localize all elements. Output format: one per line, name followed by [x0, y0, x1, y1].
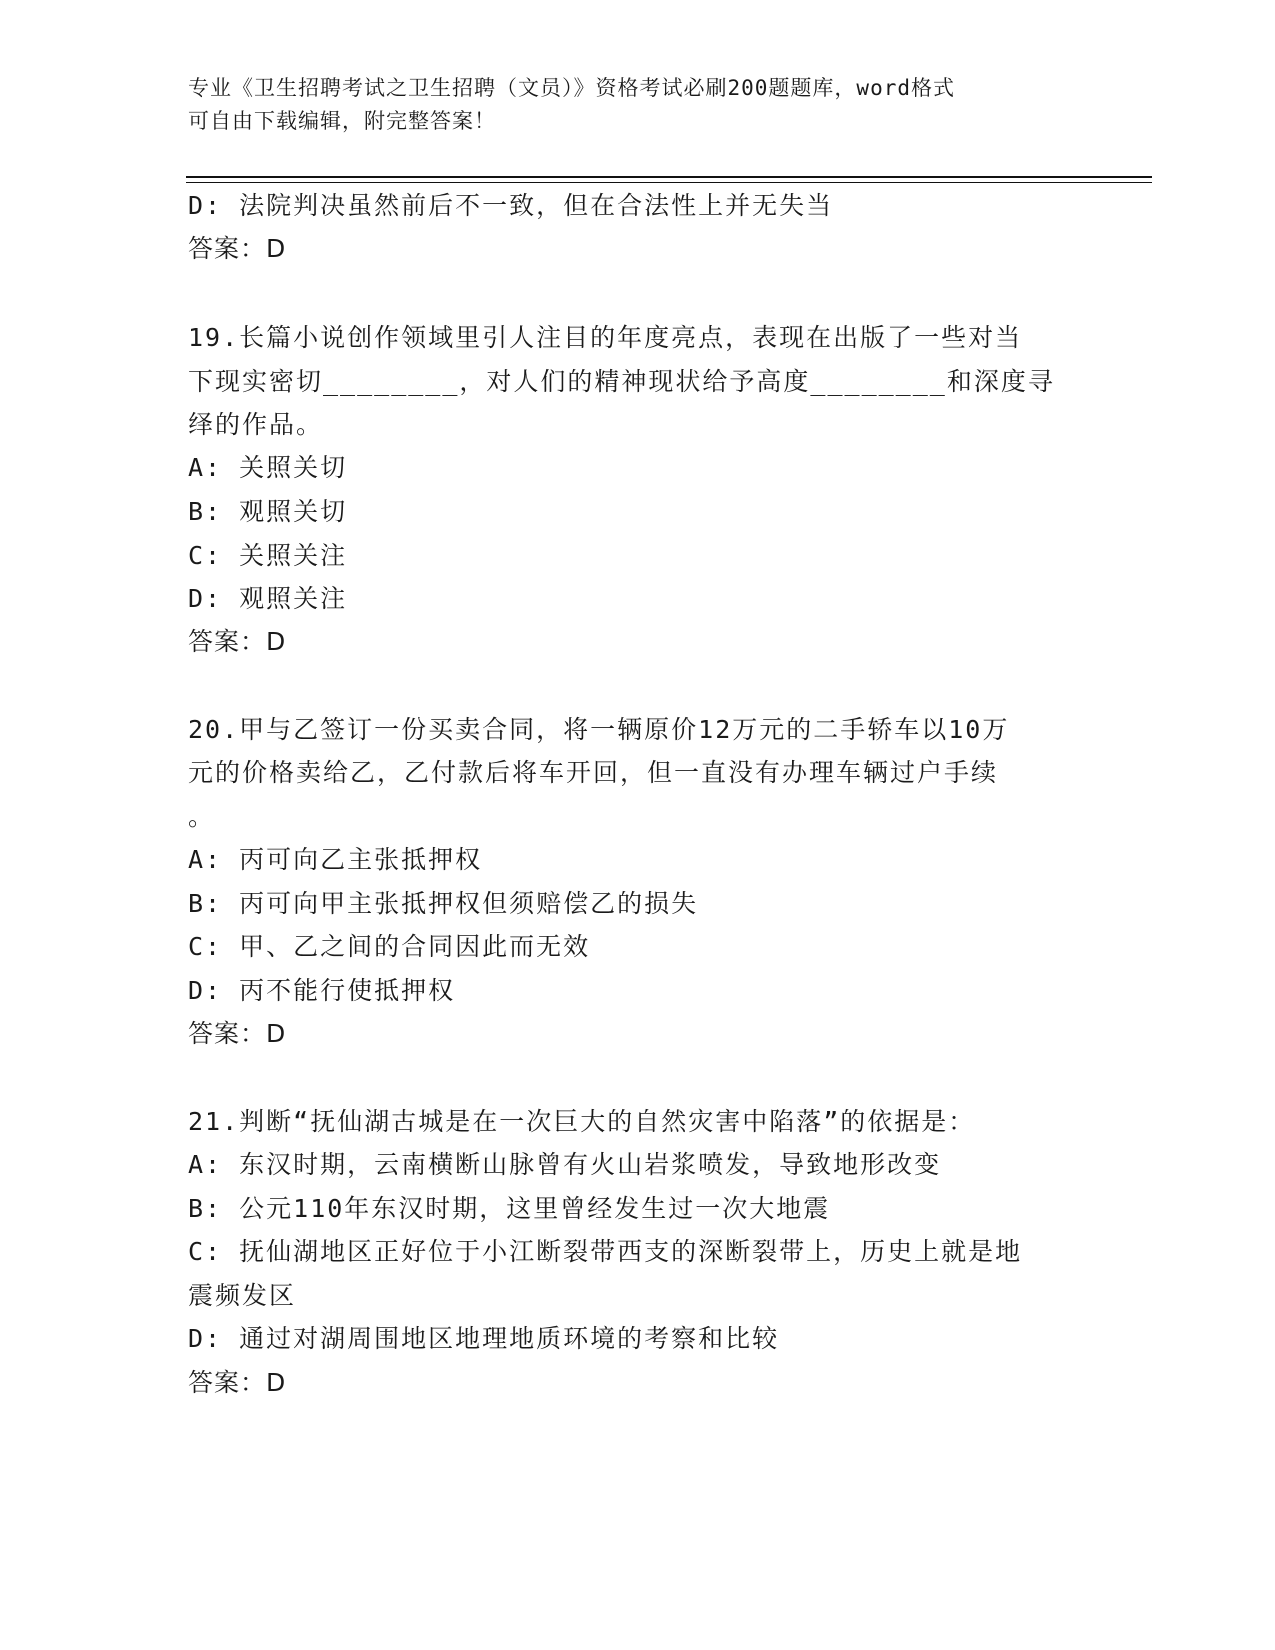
header-line-2: 可自由下载编辑，附完整答案！ — [188, 109, 496, 133]
header-divider-thick — [186, 176, 1152, 178]
question-19-option-a: A: 关照关切 — [188, 453, 348, 482]
answer-label: 答案：D — [188, 234, 287, 263]
question-21-option-c-line-2: 震频发区 — [188, 1281, 297, 1310]
question-21-option-a: A: 东汉时期，云南横断山脉曾有火山岩浆喷发，导致地形改变 — [188, 1150, 942, 1179]
question-19-option-b: B: 观照关切 — [188, 497, 348, 526]
question-21-option-d: D: 通过对湖周围地区地理地质环境的考察和比较 — [188, 1324, 780, 1353]
question-19-option-c: C: 关照关注 — [188, 541, 348, 570]
document-header — [188, 72, 1088, 138]
question-19-answer: 答案：D — [188, 627, 287, 656]
header-line-1: 专业《卫生招聘考试之卫生招聘（文员）》资格考试必刷200题题库，word格式 — [188, 76, 955, 100]
question-20-option-d: D: 丙不能行使抵押权 — [188, 976, 456, 1005]
question-19-line-2: 下现实密切________，对人们的精神现状给予高度________和深度寻 — [188, 367, 1055, 396]
question-20-line-1: 20.甲与乙签订一份买卖合同，将一辆原价12万元的二手轿车以10万 — [188, 715, 1010, 744]
question-21-option-c-line-1: C: 抚仙湖地区正好位于小江断裂带西支的深断裂带上，历史上就是地 — [188, 1237, 1023, 1266]
header-divider-thin — [186, 182, 1152, 183]
question-19-line-3: 绎的作品。 — [188, 410, 324, 439]
question-21-line-1: 21.判断“抚仙湖古城是在一次巨大的自然灾害中陷落”的依据是： — [188, 1107, 976, 1136]
question-20-option-b: B: 丙可向甲主张抵押权但须赔偿乙的损失 — [188, 889, 699, 918]
option-d: D: 法院判决虽然前后不一致，但在合法性上并无失当 — [188, 191, 834, 220]
question-20-answer: 答案：D — [188, 1019, 287, 1048]
question-19-option-d: D: 观照关注 — [188, 584, 348, 613]
question-20-option-c: C: 甲、乙之间的合同因此而无效 — [188, 932, 591, 961]
question-21-option-b: B: 公元110年东汉时期，这里曾经发生过一次大地震 — [188, 1194, 831, 1223]
question-20-line-3: 。 — [188, 802, 216, 831]
question-20-line-2: 元的价格卖给乙，乙付款后将车开回，但一直没有办理车辆过户手续 — [188, 758, 999, 787]
question-21-answer: 答案：D — [188, 1368, 287, 1397]
question-20-option-a: A: 丙可向乙主张抵押权 — [188, 845, 483, 874]
question-19-line-1: 19.长篇小说创作领域里引人注目的年度亮点，表现在出版了一些对当 — [188, 323, 1023, 352]
